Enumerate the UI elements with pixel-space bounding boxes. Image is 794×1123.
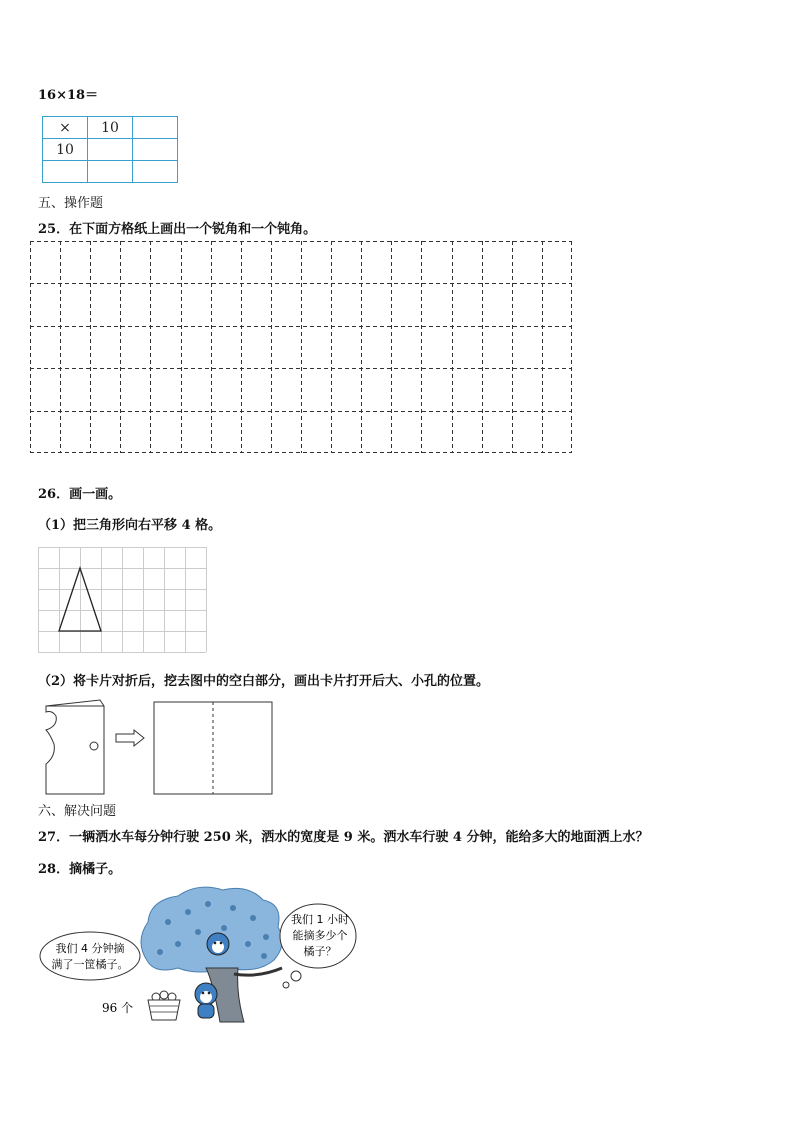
table-row <box>43 139 178 161</box>
bubble-left-line: 满了一筐橘子。 <box>51 958 129 971</box>
table-cell <box>88 139 133 161</box>
speech-bubble-right <box>280 904 356 988</box>
monkey-icon <box>195 983 217 1018</box>
speech-bubble-left <box>40 932 140 980</box>
section-title: 六、解决问题 <box>38 804 117 819</box>
bubble-right-line: 橘子？ <box>303 945 337 958</box>
open-card <box>154 702 272 794</box>
question-25: 25．在下面方格纸上画出一个锐角和一个钝角。 <box>38 222 317 237</box>
table-cell <box>133 117 178 139</box>
question-28: 28．摘橘子。 <box>38 862 122 877</box>
table-cell: × <box>43 117 88 139</box>
arrow-icon <box>116 730 144 746</box>
table-row <box>43 161 178 183</box>
table-cell <box>133 139 178 161</box>
multiplication-table <box>42 116 178 183</box>
table-cell <box>88 161 133 183</box>
basket-icon <box>148 991 180 1020</box>
bubble-right-line: 我们 1 小时 <box>291 913 349 926</box>
table-cell: 10 <box>88 117 133 139</box>
dashed-grid-paper <box>30 241 572 453</box>
bubble-left-line: 我们 4 分钟摘 <box>55 942 125 955</box>
triangle-grid <box>38 547 208 653</box>
table-row <box>43 117 178 139</box>
question-26-part2: （2）将卡片对折后，挖去图中的空白部分，画出卡片打开后大、小孔的位置。 <box>38 674 490 689</box>
basket-label: 96 个 <box>102 1001 134 1015</box>
folded-card-diagram <box>42 694 282 798</box>
monkey-icon <box>207 933 229 955</box>
bubble-right-line: 能摘多少个 <box>292 929 348 942</box>
question-26-part1: （1）把三角形向右平移 4 格。 <box>38 518 222 533</box>
folded-card <box>46 700 104 794</box>
table-cell <box>133 161 178 183</box>
question-26: 26．画一画。 <box>38 487 122 502</box>
orange-picking-cartoon <box>38 882 398 1027</box>
small-hole <box>90 742 98 750</box>
section-title: 五、操作题 <box>38 196 104 211</box>
calc-expression: 16×18＝ <box>38 88 99 103</box>
question-27: 27．一辆洒水车每分钟行驶 250 米，洒水的宽度是 9 米。洒水车行驶 4 分钟，能给多大的地面洒上水？ <box>38 830 649 845</box>
table-cell: 10 <box>43 139 88 161</box>
table-cell <box>43 161 88 183</box>
tree-crown <box>141 887 282 972</box>
